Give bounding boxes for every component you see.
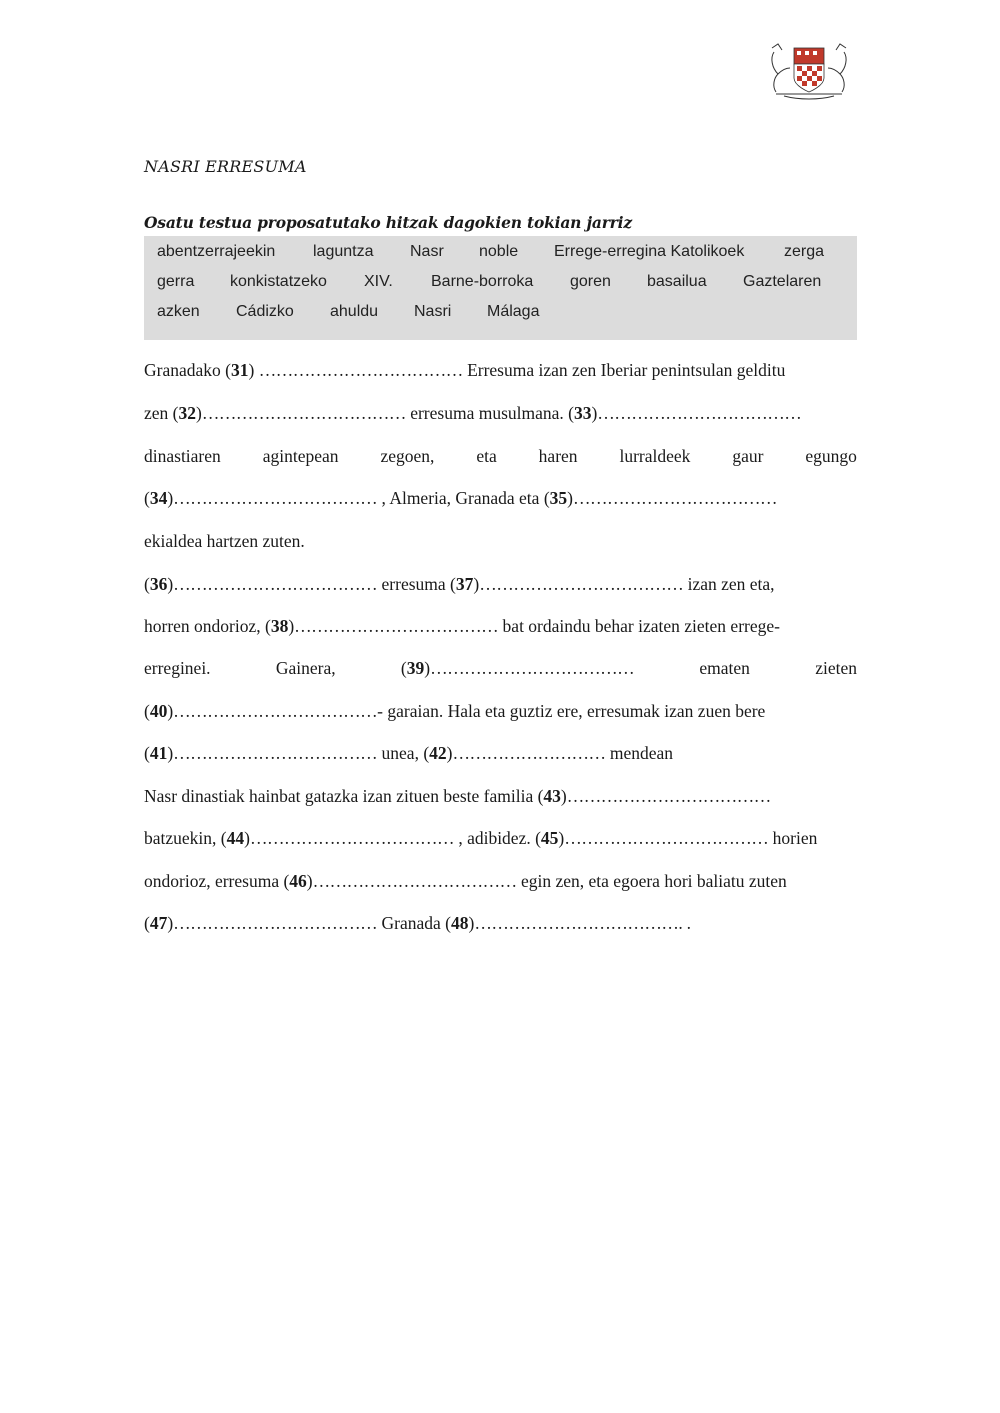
text-segment: )	[468, 913, 475, 933]
text-segment: horren ondorioz, (	[144, 616, 271, 636]
text-segment: bat ordaindu behar izaten zieten errege-	[498, 616, 780, 636]
word-bank-word: Nasri	[414, 303, 452, 320]
text-word: zieten	[815, 658, 857, 678]
text-word: agintepean	[262, 446, 339, 466]
text-segment: )	[560, 786, 567, 806]
fill-blank[interactable]: ………………………………	[564, 828, 769, 848]
text-segment: - garaian. Hala eta guztiz ere, erresumak izan zuen bere	[377, 701, 766, 721]
coat-of-arms-logo	[764, 38, 854, 100]
fill-blank[interactable]: ………………………………	[173, 701, 378, 721]
word-bank-word: Nasr	[410, 243, 444, 260]
text-segment: izan zen eta,	[683, 574, 775, 594]
text-segment: )	[244, 828, 250, 848]
passage-line	[144, 574, 857, 598]
text-segment: batzuekin, (	[144, 828, 227, 848]
text-word: ematen	[699, 658, 750, 678]
text-segment: mendean	[605, 743, 674, 763]
passage-line	[144, 658, 857, 682]
fill-blank[interactable]: ………………………………	[258, 360, 463, 380]
instruction-heading: Osatu testua proposatutako hitzak dagokien tokian jarriz	[144, 213, 632, 232]
word-bank-word: goren	[570, 273, 611, 290]
text-segment: Granadako (	[144, 360, 231, 380]
text-segment: (	[144, 488, 150, 508]
word-bank-word: Barne-borroka	[431, 273, 534, 290]
passage-line	[144, 616, 857, 640]
text-word: eta	[476, 446, 497, 466]
word-bank-word: XIV.	[364, 273, 393, 290]
blank-number: 39	[406, 658, 425, 678]
passage-line	[144, 743, 857, 767]
text-segment: zen (	[144, 403, 179, 423]
passage-line	[144, 531, 857, 555]
blank-number: 45	[540, 828, 559, 848]
passage-line	[144, 828, 857, 852]
passage-line	[144, 871, 857, 895]
word-bank-word: Errege-erregina Katolikoek	[554, 243, 745, 260]
word-bank-word: laguntza	[313, 243, 374, 260]
text-word: erreginei.	[144, 658, 211, 678]
fill-blank[interactable]: ………………………………	[312, 871, 517, 891]
text-word: lurraldeek	[619, 446, 691, 466]
word-bank-word: abentzerrajeekin	[157, 243, 276, 260]
fill-blank[interactable]: ………………………………	[201, 403, 406, 423]
fill-blank[interactable]: ………………………………	[173, 574, 378, 594]
text-word: zegoen,	[380, 446, 435, 466]
text-word: Gainera,	[275, 658, 336, 678]
fill-blank[interactable]: ………………………………	[173, 743, 378, 763]
text-segment: )	[424, 658, 431, 678]
word-bank-word: zerga	[784, 243, 825, 260]
blank-number: 34	[149, 488, 168, 508]
word-bank-word: noble	[479, 243, 519, 260]
word-bank-row	[144, 273, 857, 293]
text-segment: )	[473, 574, 480, 594]
text-segment: erresuma musulmana. (	[405, 403, 574, 423]
text-segment: )	[288, 616, 295, 636]
fill-blank[interactable]: ………………………………	[566, 786, 771, 806]
page-title: NASRI ERRESUMA	[144, 157, 307, 176]
text-word: egungo	[805, 446, 857, 466]
text-segment: ekialdea hartzen zuten.	[144, 531, 305, 551]
text-word: dinastiaren	[144, 446, 221, 466]
word-bank-word: Cádizko	[236, 303, 294, 320]
word-bank-word: ahuldu	[330, 303, 379, 320]
passage-line	[144, 701, 857, 725]
fill-blank[interactable]: ………………………………	[249, 828, 454, 848]
blank-number: 33	[573, 403, 592, 423]
text-segment: Nasr dinastiak hainbat gatazka izan zituen beste familia (	[144, 786, 544, 806]
blank-number: 46	[289, 871, 307, 891]
word-bank	[144, 236, 857, 340]
word-bank-row	[144, 303, 857, 323]
fill-blank[interactable]: ………………………………	[479, 574, 684, 594]
text-segment: (	[144, 913, 150, 933]
word-bank-word: konkistatzeko	[230, 273, 327, 290]
word-bank-word: basailua	[647, 273, 707, 290]
text-segment: )	[167, 701, 174, 721]
text-word: haren	[538, 446, 578, 466]
blank-number: 35	[549, 488, 568, 508]
text-segment: )	[167, 488, 174, 508]
blank-number: 36	[149, 574, 168, 594]
text-segment: egin zen, eta egoera hori baliatu zuten	[516, 871, 787, 891]
text-segment: (	[144, 574, 150, 594]
text-segment: (	[400, 658, 407, 678]
word-bank-word: azken	[157, 303, 200, 320]
text-segment: (	[144, 743, 150, 763]
passage-line	[144, 446, 857, 470]
text-segment: unea, (	[377, 743, 430, 763]
fill-blank[interactable]: ………………………………	[572, 488, 777, 508]
text-segment: )	[167, 574, 174, 594]
blank-number: 40	[149, 701, 168, 721]
blank-number: 41	[149, 743, 168, 763]
blank-number: 42	[429, 743, 447, 763]
fill-blank[interactable]: ………………………	[452, 743, 606, 763]
text-segment: , adibidez. (	[453, 828, 541, 848]
fill-blank[interactable]: ……………………………….	[474, 913, 683, 933]
text-segment: )	[306, 871, 313, 891]
passage-line	[144, 488, 857, 512]
blank-number: 37	[455, 574, 474, 594]
passage-line	[144, 403, 857, 427]
word-bank-word: Gaztelaren	[743, 273, 822, 290]
blank-number: 38	[270, 616, 289, 636]
blank-number: 31	[230, 360, 249, 380]
passage-line	[144, 913, 857, 937]
fill-blank[interactable]: ………………………………	[294, 616, 499, 636]
word-bank-word: gerra	[157, 273, 195, 290]
text-segment: horien	[768, 828, 818, 848]
word-bank-row	[144, 243, 857, 263]
text-segment: )	[591, 403, 598, 423]
text-segment: )	[446, 743, 453, 763]
text-word: gaur	[732, 446, 764, 466]
text-segment: .	[682, 913, 691, 933]
passage-line	[144, 786, 857, 810]
text-segment: )	[167, 743, 174, 763]
blank-number: 44	[226, 828, 245, 848]
blank-number: 47	[149, 913, 168, 933]
passage-line	[144, 360, 857, 384]
fill-blank[interactable]: ………………………………	[597, 403, 802, 423]
text-segment: )	[248, 360, 259, 380]
blank-number: 43	[543, 786, 561, 806]
text-segment: )	[558, 828, 565, 848]
fill-blank[interactable]: ………………………………	[173, 913, 378, 933]
text-segment: )	[167, 913, 174, 933]
fill-blank[interactable]: ………………………………	[430, 658, 635, 678]
text-segment: )	[196, 403, 202, 423]
text-segment: ondorioz, erresuma (	[144, 871, 290, 891]
blank-number: 32	[178, 403, 196, 423]
text-segment: , Almeria, Granada eta (	[377, 488, 550, 508]
text-segment: Erresuma izan zen Iberiar penintsulan gelditu	[462, 360, 786, 380]
text-segment: erresuma (	[377, 574, 456, 594]
text-segment: Granada (	[377, 913, 452, 933]
blank-number: 48	[451, 913, 469, 933]
text-segment: (	[144, 701, 150, 721]
fill-blank[interactable]: ………………………………	[173, 488, 378, 508]
word-bank-word: Málaga	[487, 303, 540, 320]
text-segment: )	[567, 488, 573, 508]
